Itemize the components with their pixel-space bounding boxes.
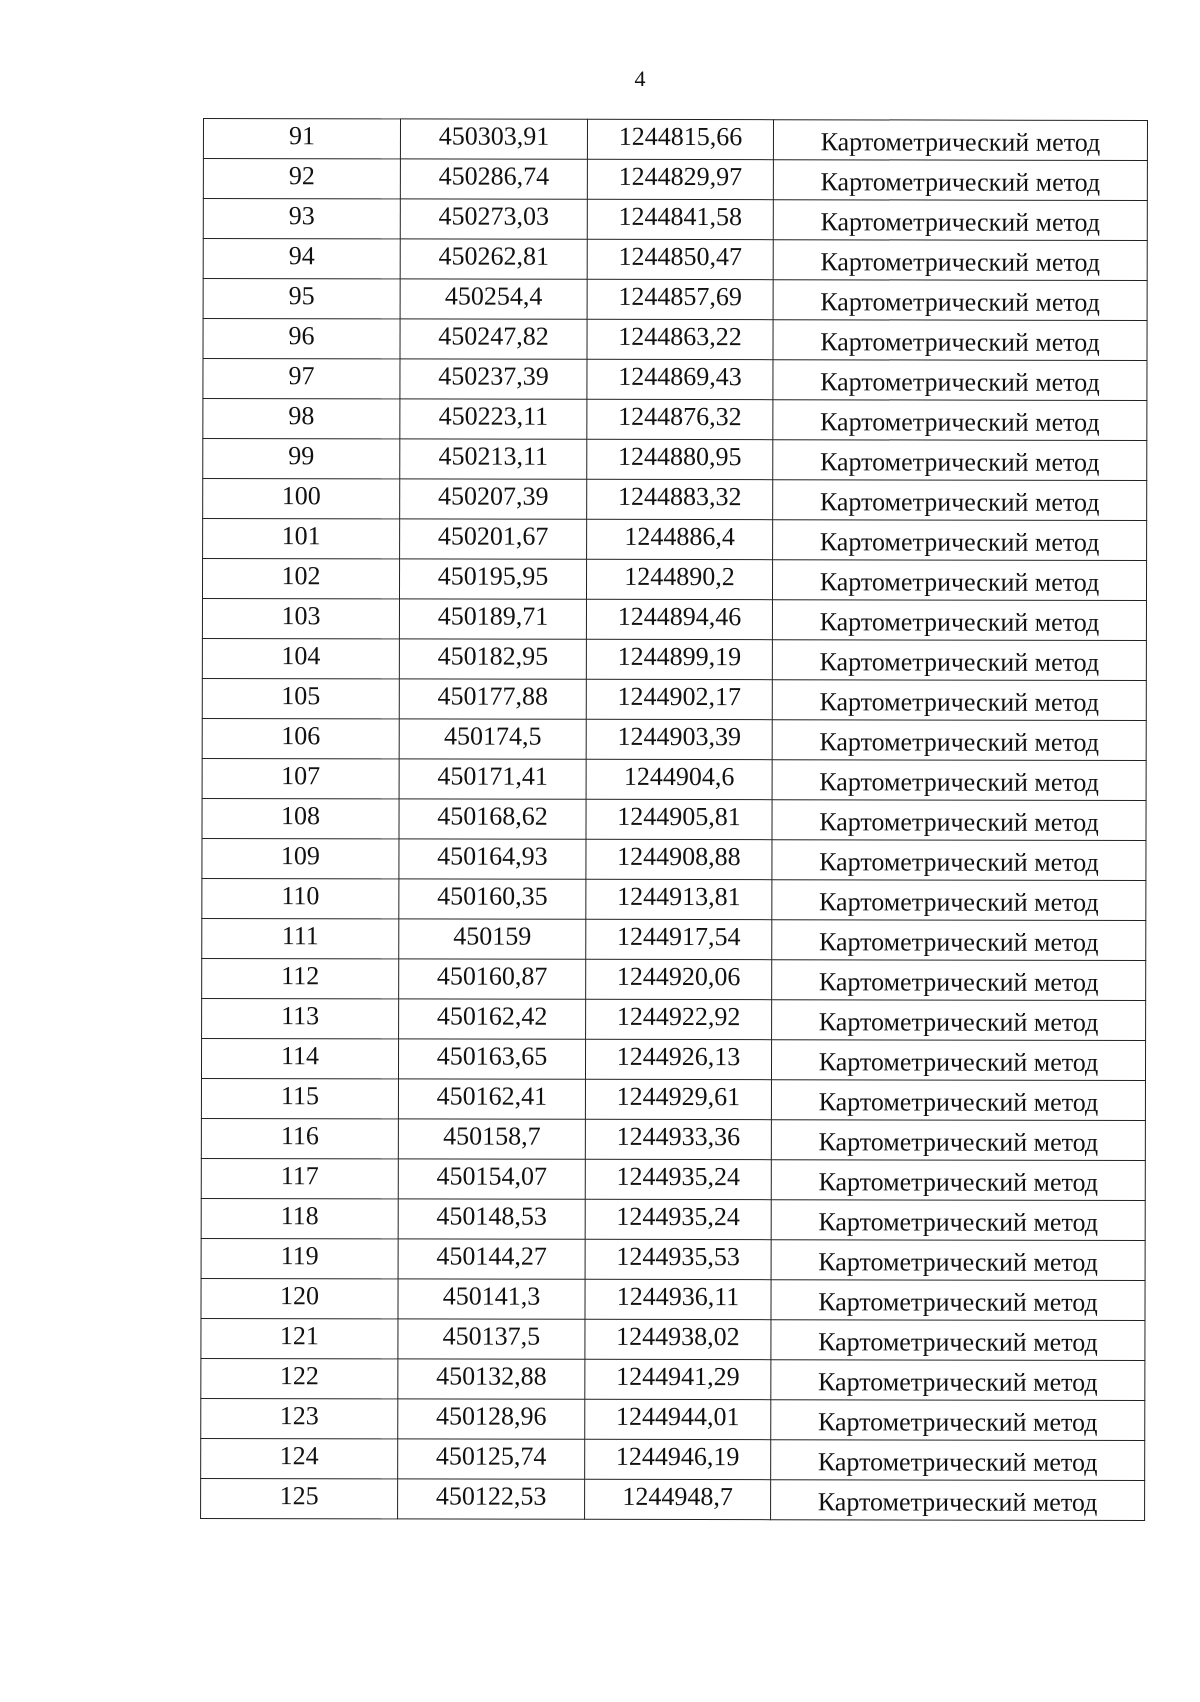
- method-cell: Картометрический метод: [772, 680, 1146, 721]
- point-number-cell: 95: [203, 279, 400, 319]
- y-coordinate-cell: 1244926,13: [585, 1039, 771, 1079]
- method-cell: Картометрический метод: [772, 960, 1146, 1001]
- y-coordinate-cell: 1244944,01: [585, 1399, 771, 1439]
- x-coordinate-cell: 450148,53: [398, 1199, 585, 1239]
- table-row: [202, 758, 1146, 800]
- table-row: [202, 838, 1146, 880]
- table-row: [202, 559, 1146, 601]
- table-row: [203, 199, 1147, 241]
- y-coordinate-cell: 1244913,81: [586, 879, 772, 919]
- x-coordinate-cell: 450159: [399, 919, 586, 959]
- point-number-cell: 125: [201, 1478, 398, 1518]
- point-number-cell: 111: [202, 918, 399, 958]
- point-number-cell: 109: [202, 838, 399, 878]
- table-row: [203, 279, 1147, 321]
- y-coordinate-cell: 1244903,39: [586, 719, 772, 759]
- method-cell: Картометрический метод: [773, 400, 1147, 441]
- y-coordinate-cell: 1244850,47: [587, 239, 773, 279]
- point-number-cell: 91: [203, 119, 400, 159]
- method-cell: Картометрический метод: [772, 760, 1146, 801]
- point-number-cell: 113: [202, 998, 399, 1038]
- method-cell: Картометрический метод: [771, 1160, 1145, 1201]
- table-row: [203, 359, 1147, 401]
- method-cell: Картометрический метод: [773, 160, 1147, 201]
- y-coordinate-cell: 1244905,81: [586, 799, 772, 839]
- method-cell: Картометрический метод: [773, 520, 1147, 561]
- method-cell: Картометрический метод: [771, 1320, 1145, 1361]
- method-cell: Картометрический метод: [771, 1080, 1145, 1121]
- point-number-cell: 102: [202, 559, 399, 599]
- point-number-cell: 94: [203, 239, 400, 279]
- point-number-cell: 93: [203, 199, 400, 239]
- coordinates-table-body: [201, 119, 1148, 1521]
- table-row: [202, 958, 1146, 1000]
- method-cell: Картометрический метод: [772, 640, 1146, 681]
- x-coordinate-cell: 450195,95: [399, 559, 586, 599]
- y-coordinate-cell: 1244935,53: [585, 1239, 771, 1279]
- table-row: [201, 1198, 1145, 1240]
- x-coordinate-cell: 450164,93: [399, 839, 586, 879]
- point-number-cell: 116: [201, 1118, 398, 1158]
- method-cell: Картометрический метод: [773, 480, 1147, 521]
- point-number-cell: 97: [203, 359, 400, 399]
- page-number: 4: [634, 66, 646, 91]
- x-coordinate-cell: 450201,67: [400, 519, 587, 559]
- method-cell: Картометрический метод: [772, 1000, 1146, 1041]
- point-number-cell: 103: [202, 599, 399, 639]
- table-row: [203, 439, 1147, 481]
- x-coordinate-cell: 450162,42: [399, 999, 586, 1039]
- y-coordinate-cell: 1244883,32: [587, 479, 773, 519]
- x-coordinate-cell: 450160,35: [399, 879, 586, 919]
- table-row: [201, 1398, 1145, 1440]
- point-number-cell: 96: [203, 319, 400, 359]
- point-number-cell: 106: [202, 718, 399, 758]
- x-coordinate-cell: 450160,87: [399, 959, 586, 999]
- method-cell: Картометрический метод: [771, 1040, 1145, 1081]
- table-row: [202, 798, 1146, 840]
- y-coordinate-cell: 1244946,19: [585, 1439, 771, 1479]
- table-row: [203, 399, 1147, 441]
- method-cell: Картометрический метод: [771, 1120, 1145, 1161]
- x-coordinate-cell: 450223,11: [400, 399, 587, 439]
- y-coordinate-cell: 1244936,11: [585, 1279, 771, 1319]
- y-coordinate-cell: 1244935,24: [585, 1159, 771, 1199]
- point-number-cell: 120: [201, 1278, 398, 1318]
- table-row: [201, 1158, 1145, 1200]
- table-row: [202, 678, 1146, 720]
- point-number-cell: 121: [201, 1318, 398, 1358]
- table-row: [201, 1478, 1145, 1520]
- table-row: [201, 1358, 1145, 1400]
- method-cell: Картометрический метод: [772, 840, 1146, 881]
- y-coordinate-cell: 1244815,66: [587, 119, 773, 159]
- method-cell: Картометрический метод: [772, 800, 1146, 841]
- method-cell: Картометрический метод: [773, 200, 1147, 241]
- y-coordinate-cell: 1244922,92: [586, 999, 772, 1039]
- y-coordinate-cell: 1244904,6: [586, 759, 772, 799]
- table-row: [203, 479, 1147, 521]
- y-coordinate-cell: 1244869,43: [587, 359, 773, 399]
- point-number-cell: 114: [201, 1038, 398, 1078]
- point-number-cell: 118: [201, 1198, 398, 1238]
- point-number-cell: 99: [203, 439, 400, 479]
- method-cell: Картометрический метод: [771, 1240, 1145, 1281]
- table-row: [202, 878, 1146, 920]
- y-coordinate-cell: 1244894,46: [586, 599, 772, 639]
- method-cell: Картометрический метод: [773, 360, 1147, 401]
- method-cell: Картометрический метод: [773, 440, 1147, 481]
- x-coordinate-cell: 450247,82: [400, 319, 587, 359]
- x-coordinate-cell: 450144,27: [398, 1239, 585, 1279]
- x-coordinate-cell: 450174,5: [399, 719, 586, 759]
- y-coordinate-cell: 1244876,32: [587, 399, 773, 439]
- y-coordinate-cell: 1244929,61: [585, 1079, 771, 1119]
- method-cell: Картометрический метод: [771, 1480, 1145, 1521]
- y-coordinate-cell: 1244908,88: [586, 839, 772, 879]
- point-number-cell: 92: [203, 159, 400, 199]
- x-coordinate-cell: 450189,71: [399, 599, 586, 639]
- point-number-cell: 122: [201, 1358, 398, 1398]
- table-row: [202, 918, 1146, 960]
- x-coordinate-cell: 450163,65: [398, 1039, 585, 1079]
- x-coordinate-cell: 450154,07: [398, 1159, 585, 1199]
- method-cell: Картометрический метод: [773, 320, 1147, 361]
- method-cell: Картометрический метод: [773, 120, 1147, 161]
- point-number-cell: 115: [201, 1078, 398, 1118]
- table-row: [203, 119, 1147, 161]
- point-number-cell: 105: [202, 678, 399, 718]
- table-row: [203, 319, 1147, 361]
- x-coordinate-cell: 450162,41: [398, 1079, 585, 1119]
- point-number-cell: 98: [203, 399, 400, 439]
- method-cell: Картометрический метод: [773, 240, 1147, 281]
- y-coordinate-cell: 1244880,95: [587, 439, 773, 479]
- method-cell: Картометрический метод: [771, 1360, 1145, 1401]
- table-row: [201, 1078, 1145, 1120]
- table-row: [202, 638, 1146, 680]
- method-cell: Картометрический метод: [773, 280, 1147, 321]
- y-coordinate-cell: 1244857,69: [587, 279, 773, 319]
- method-cell: Картометрический метод: [772, 920, 1146, 961]
- y-coordinate-cell: 1244933,36: [585, 1119, 771, 1159]
- table-row: [202, 998, 1146, 1040]
- point-number-cell: 123: [201, 1398, 398, 1438]
- x-coordinate-cell: 450237,39: [400, 359, 587, 399]
- table-row: [201, 1318, 1145, 1360]
- table-row: [201, 1238, 1145, 1280]
- method-cell: Картометрический метод: [772, 600, 1146, 641]
- x-coordinate-cell: 450168,62: [399, 799, 586, 839]
- y-coordinate-cell: 1244890,2: [586, 559, 772, 599]
- x-coordinate-cell: 450128,96: [398, 1399, 585, 1439]
- table-row: [201, 1438, 1145, 1480]
- y-coordinate-cell: 1244899,19: [586, 639, 772, 679]
- point-number-cell: 117: [201, 1158, 398, 1198]
- y-coordinate-cell: 1244863,22: [587, 319, 773, 359]
- y-coordinate-cell: 1244917,54: [586, 919, 772, 959]
- method-cell: Картометрический метод: [771, 1280, 1145, 1321]
- method-cell: Картометрический метод: [772, 720, 1146, 761]
- coordinates-table: [200, 118, 1148, 1521]
- method-cell: Картометрический метод: [771, 1200, 1145, 1241]
- table-row: [201, 1278, 1145, 1320]
- table-row: [202, 599, 1146, 641]
- x-coordinate-cell: 450132,88: [398, 1359, 585, 1399]
- y-coordinate-cell: 1244841,58: [587, 199, 773, 239]
- table-row: [201, 1118, 1145, 1160]
- x-coordinate-cell: 450207,39: [400, 479, 587, 519]
- point-number-cell: 107: [202, 758, 399, 798]
- point-number-cell: 100: [203, 479, 400, 519]
- x-coordinate-cell: 450262,81: [400, 239, 587, 279]
- x-coordinate-cell: 450182,95: [399, 639, 586, 679]
- y-coordinate-cell: 1244948,7: [585, 1479, 771, 1519]
- y-coordinate-cell: 1244941,29: [585, 1359, 771, 1399]
- table-row: [202, 718, 1146, 760]
- point-number-cell: 108: [202, 798, 399, 838]
- x-coordinate-cell: 450122,53: [398, 1479, 585, 1519]
- x-coordinate-cell: 450303,91: [400, 119, 587, 159]
- x-coordinate-cell: 450125,74: [398, 1439, 585, 1479]
- point-number-cell: 104: [202, 638, 399, 678]
- x-coordinate-cell: 450177,88: [399, 679, 586, 719]
- y-coordinate-cell: 1244886,4: [587, 519, 773, 559]
- point-number-cell: 124: [201, 1438, 398, 1478]
- x-coordinate-cell: 450254,4: [400, 279, 587, 319]
- y-coordinate-cell: 1244920,06: [586, 959, 772, 999]
- y-coordinate-cell: 1244902,17: [586, 679, 772, 719]
- x-coordinate-cell: 450213,11: [400, 439, 587, 479]
- x-coordinate-cell: 450158,7: [398, 1119, 585, 1159]
- table-row: [203, 159, 1147, 201]
- method-cell: Картометрический метод: [772, 880, 1146, 921]
- x-coordinate-cell: 450286,74: [400, 159, 587, 199]
- method-cell: Картометрический метод: [771, 1400, 1145, 1441]
- table-row: [203, 519, 1147, 561]
- y-coordinate-cell: 1244829,97: [587, 159, 773, 199]
- method-cell: Картометрический метод: [771, 1440, 1145, 1481]
- table-row: [201, 1038, 1145, 1080]
- method-cell: Картометрический метод: [772, 560, 1146, 601]
- x-coordinate-cell: 450137,5: [398, 1319, 585, 1359]
- point-number-cell: 110: [202, 878, 399, 918]
- x-coordinate-cell: 450273,03: [400, 199, 587, 239]
- x-coordinate-cell: 450171,41: [399, 759, 586, 799]
- table-row: [203, 239, 1147, 281]
- point-number-cell: 112: [202, 958, 399, 998]
- point-number-cell: 101: [203, 519, 400, 559]
- y-coordinate-cell: 1244938,02: [585, 1319, 771, 1359]
- x-coordinate-cell: 450141,3: [398, 1279, 585, 1319]
- y-coordinate-cell: 1244935,24: [585, 1199, 771, 1239]
- point-number-cell: 119: [201, 1238, 398, 1278]
